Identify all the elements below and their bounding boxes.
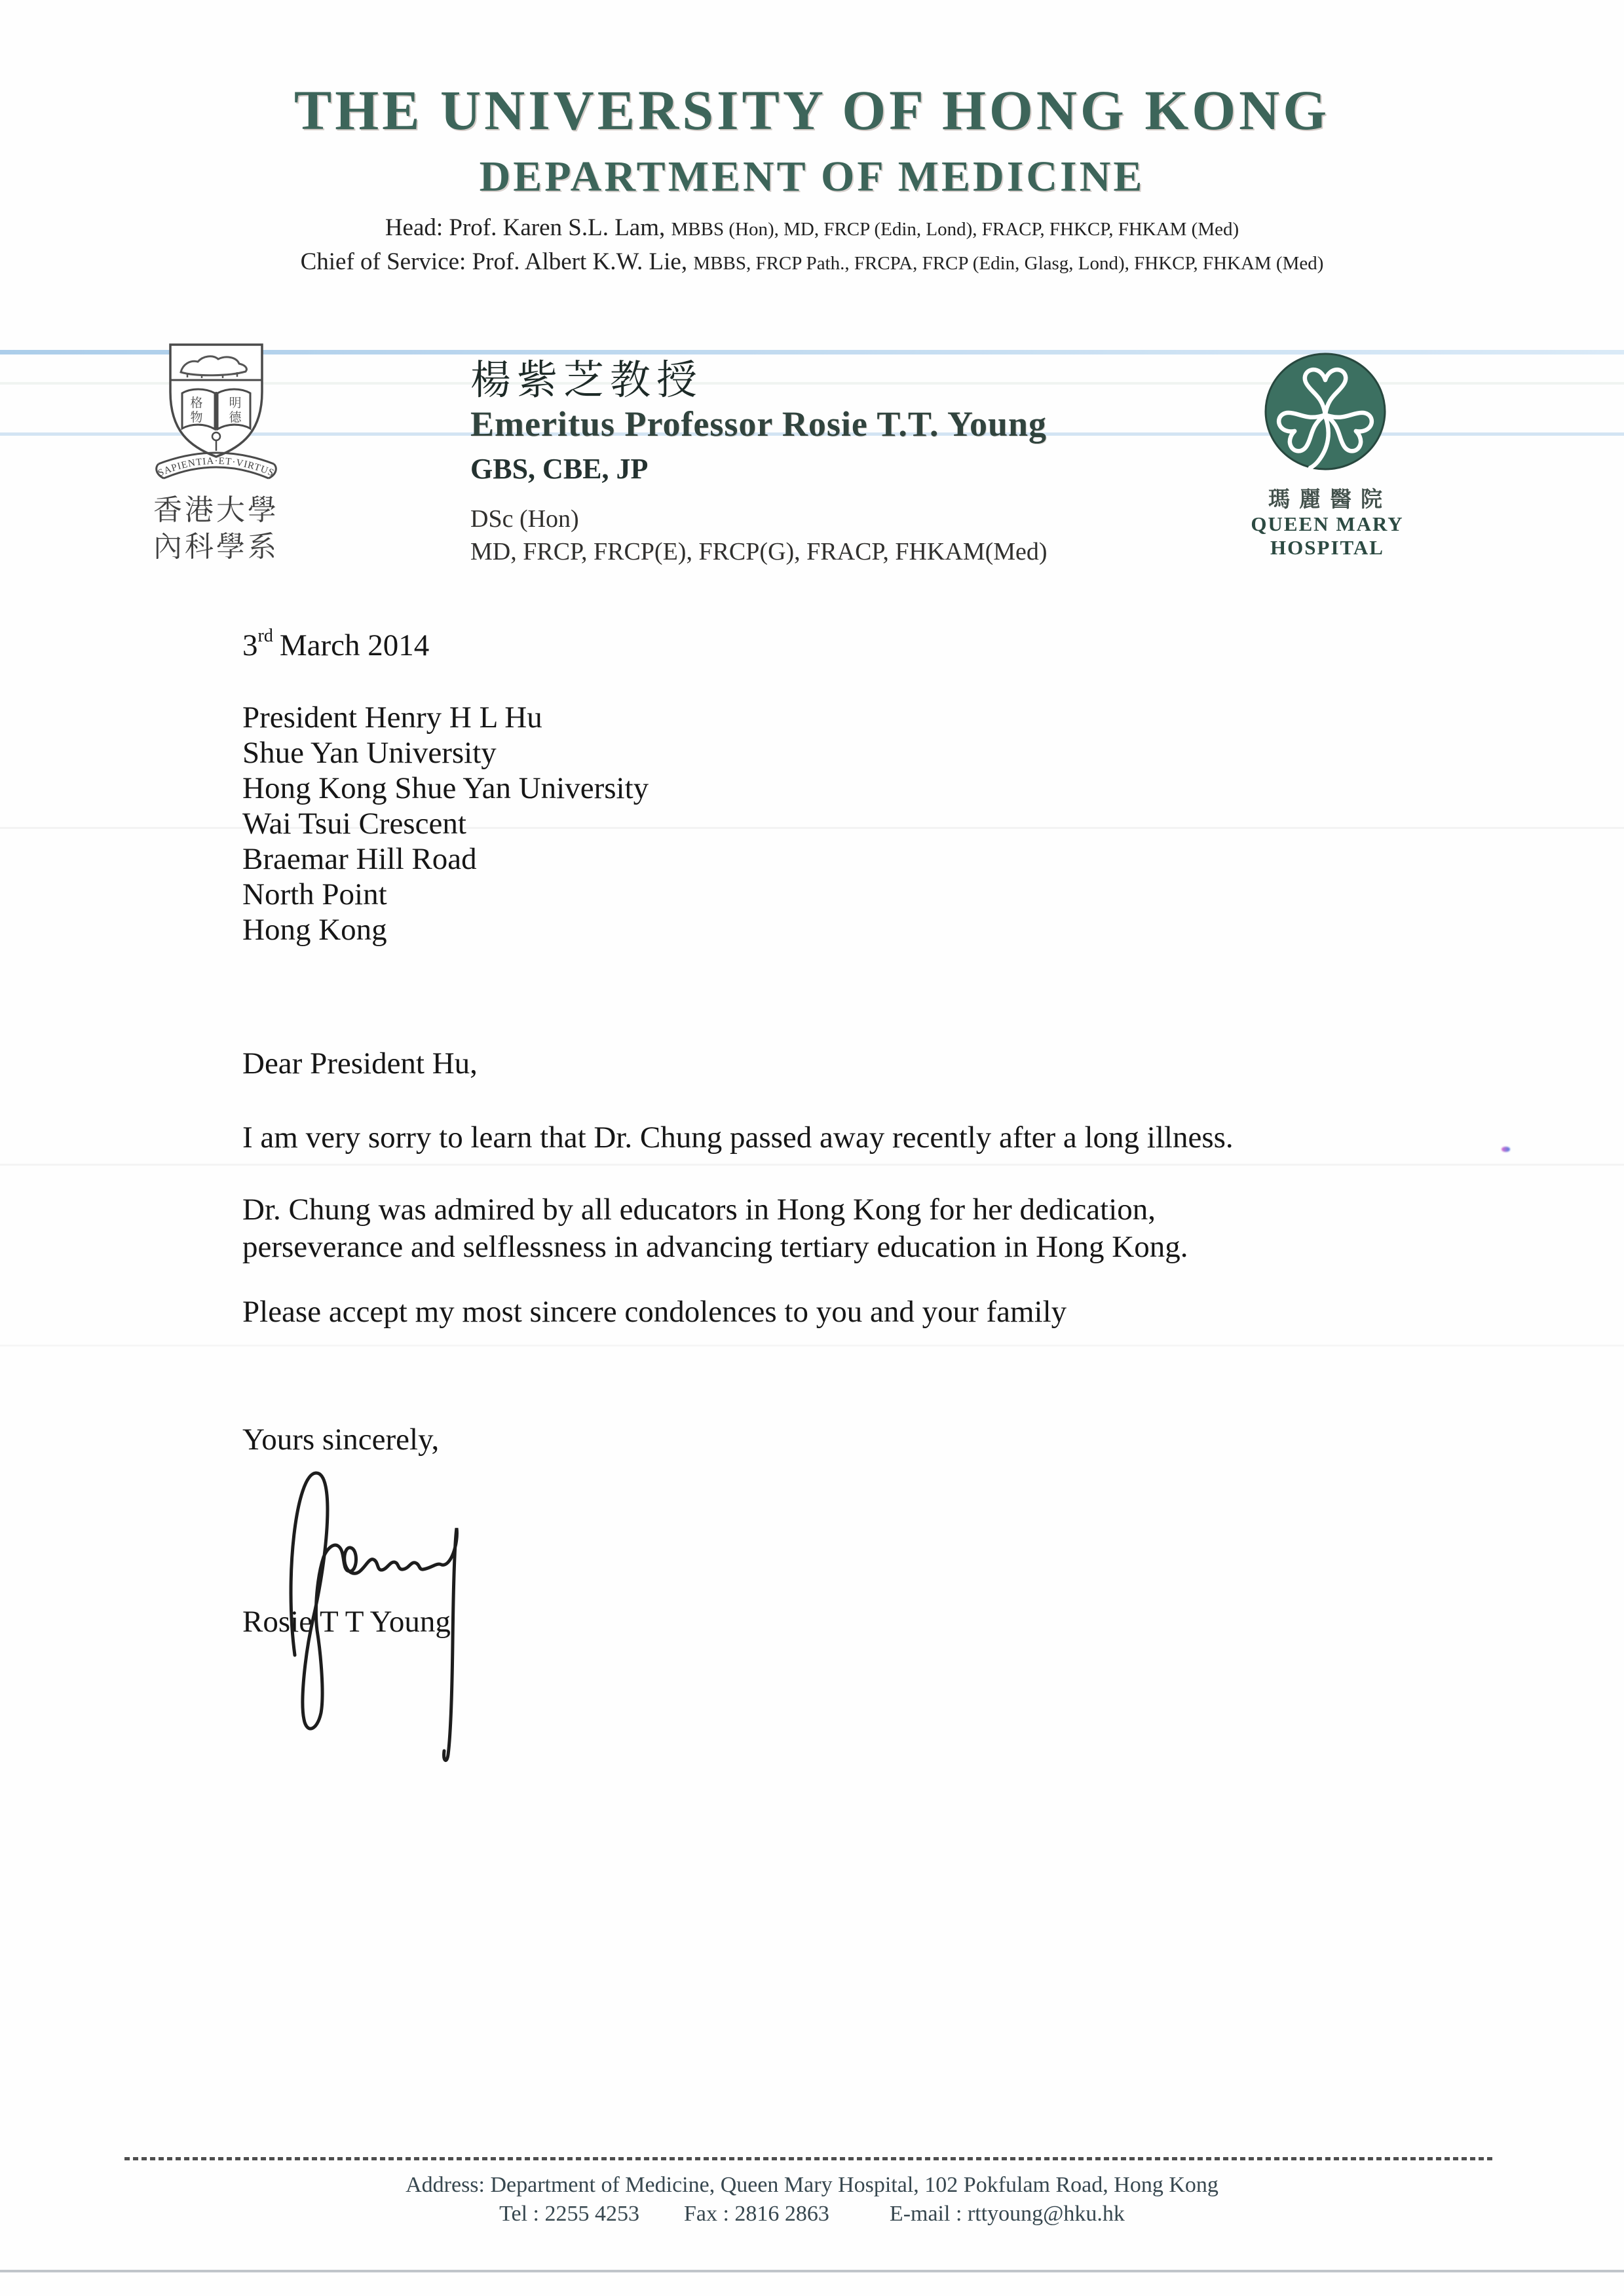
- footer-divider: [124, 2157, 1495, 2160]
- chief-of-service-line: [0, 248, 1624, 276]
- footer-fax: Fax : 2816 2863: [683, 2202, 829, 2226]
- book-char: 格: [190, 396, 203, 410]
- crest-chinese-line1: 香港大學: [153, 494, 279, 526]
- paragraph-line: I am very sorry to learn that Dr. Chung passed away recently after a long illness.: [242, 1120, 1234, 1155]
- scan-artifact-line: [0, 1164, 1624, 1166]
- recipient-line: President Henry H L Hu: [242, 700, 542, 735]
- scan-artifact-line: [0, 1345, 1624, 1347]
- paragraph-line: perseverance and selflessness in advancing tertiary education in Hong Kong.: [242, 1230, 1188, 1264]
- university-title: THE UNIVERSITY OF HONG KONG: [293, 79, 1331, 142]
- recipient-line: Wai Tsui Crescent: [242, 807, 466, 841]
- head-name: Head: Prof. Karen S.L. Lam,: [385, 214, 671, 241]
- body-paragraph-2: [242, 1191, 1188, 1266]
- recipient-line: Hong Kong Shue Yan University: [242, 771, 649, 805]
- head-qualifications: MBBS (Hon), MD, FRCP (Edin, Lond), FRACP, FHKCP, FHKAM (Med): [671, 219, 1239, 240]
- footer-email: E-mail : rttyoung@hku.hk: [889, 2202, 1125, 2226]
- signer-name: Rosie T T Young: [242, 1605, 451, 1639]
- body-paragraph-1: [242, 1119, 1234, 1157]
- professor-name-english: Emeritus Professor Rosie T.T. Young: [470, 404, 1048, 444]
- closing-phrase: Yours sincerely,: [242, 1423, 440, 1457]
- scan-color-dot-artifact: [1501, 1147, 1510, 1152]
- crest-chinese-line2: 內科學系: [153, 531, 279, 563]
- book-char: 物: [190, 411, 203, 425]
- chief-name: Chief of Service: Prof. Albert K.W. Lie,: [300, 248, 694, 275]
- salutation: Dear President Hu,: [242, 1046, 478, 1081]
- date-day: 3: [242, 628, 258, 662]
- chief-qualifications: MBBS, FRCP Path., FRCPA, FRCP (Edin, Glasg, Lond), FHKCP, FHKAM (Med): [693, 253, 1324, 274]
- date-ordinal: rd: [257, 626, 273, 647]
- hospital-name-chinese: 瑪麗醫院: [1268, 488, 1391, 512]
- recipient-line: Shue Yan University: [242, 736, 497, 770]
- professor-name-chinese: 楊紫芝教授: [470, 358, 704, 403]
- recipient-line: Braemar Hill Road: [242, 842, 477, 876]
- footer-contact-line: [0, 2202, 1624, 2227]
- professor-degree-line1: DSc (Hon): [470, 505, 579, 533]
- crest-motto: SAPIENTIA·ET·VIRTUS: [156, 455, 276, 479]
- department-head-line: [0, 214, 1624, 242]
- body-paragraph-3: [242, 1293, 1067, 1331]
- letter-date: [242, 628, 429, 663]
- professor-honours: GBS, CBE, JP: [470, 453, 649, 485]
- recipient-address: [242, 700, 649, 947]
- book-char: 德: [229, 411, 242, 425]
- paragraph-line: Dr. Chung was admired by all educators in Hong Kong for her dedication,: [242, 1193, 1156, 1227]
- paragraph-line: Please accept my most sincere condolences to you and your family: [242, 1295, 1067, 1329]
- hospital-name-english: QUEEN MARY HOSPITAL: [1251, 512, 1404, 559]
- queen-mary-hospital-logo-icon: [1263, 353, 1388, 474]
- recipient-line: North Point: [242, 877, 387, 911]
- department-title: DEPARTMENT OF MEDICINE: [479, 153, 1145, 201]
- footer-tel: Tel : 2255 4253: [499, 2202, 639, 2226]
- scan-artifact-line: [0, 2270, 1624, 2272]
- signature-icon: [275, 1459, 472, 1773]
- date-month-year: March 2014: [279, 628, 430, 662]
- book-char: 明: [229, 396, 242, 410]
- footer-address: Address: Department of Medicine, Queen Mary Hospital, 102 Pokfulam Road, Hong Kong: [406, 2173, 1218, 2197]
- professor-degree-line2: MD, FRCP, FRCP(E), FRCP(G), FRACP, FHKAM(Med): [470, 538, 1048, 565]
- recipient-line: Hong Kong: [242, 913, 387, 947]
- hku-crest-icon: [149, 338, 284, 488]
